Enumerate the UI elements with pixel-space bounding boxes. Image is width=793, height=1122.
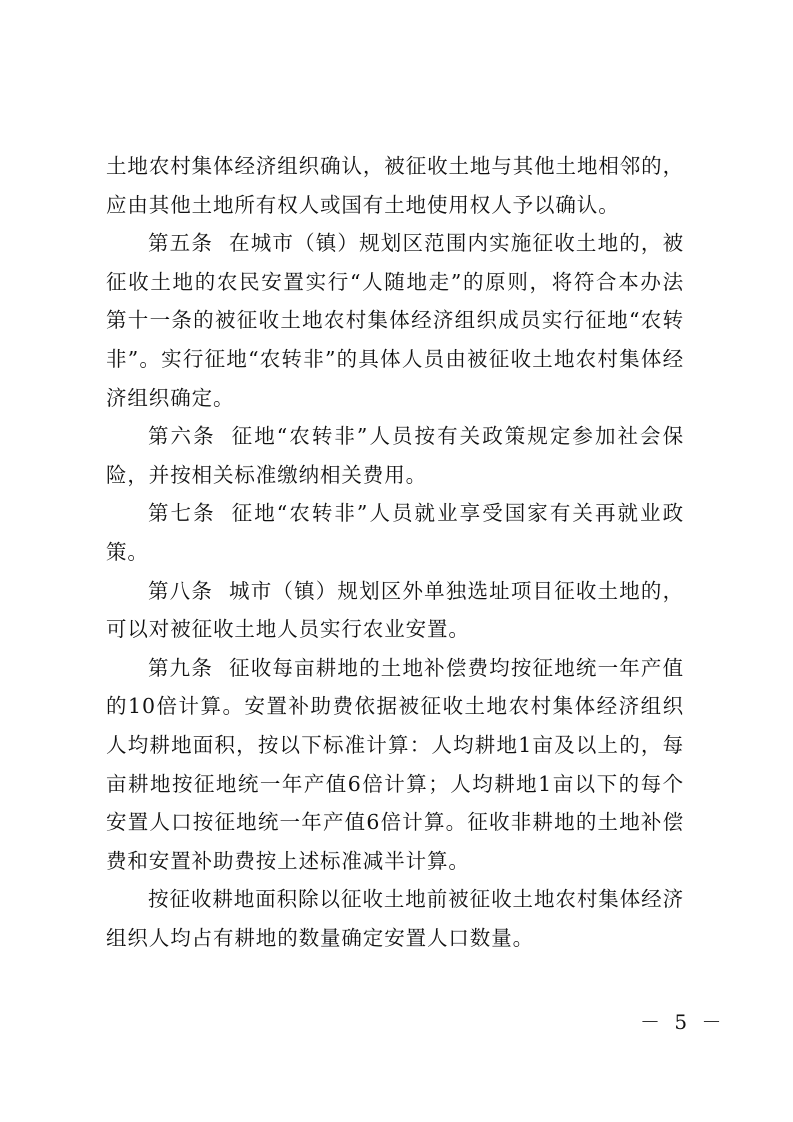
paragraph-continuation: [106, 147, 684, 224]
paragraph-text: 征地“农转非”人员就业享受国家有关再就业政策。: [106, 501, 685, 564]
article-number: 第五条: [148, 231, 214, 256]
body-text: [106, 147, 684, 957]
paragraph-text: 城市（镇）规划区外单独选址项目征收土地的，可以对被征收土地人员实行农业安置。: [106, 578, 685, 642]
paragraph-article-8: [106, 572, 684, 649]
paragraph-text: 按征收耕地面积除以征收土地前被征收土地农村集体经济组织人均占有耕地的数量确定安置人口数量。: [106, 887, 684, 950]
paragraph-text: 土地农村集体经济组织确认，被征收土地与其他土地相邻的，应由其他土地所有权人或国有土地使用权人予以确认。: [106, 154, 684, 217]
article-number: 第六条: [148, 424, 216, 449]
paragraph-text: 征收每亩耕地的土地补偿费均按征地统一年产值的10倍计算。安置补助费依据被征收土地农村集体经济组织人均耕地面积，按以下标准计算：人均耕地1亩及以上的，每亩耕地按征地统一年产值6倍计算；人均耕地1亩以下的每个安置人口按征地统一年产值6倍计算。征收非耕地的土地补偿费和安置补助费按上述标准减半计算。: [106, 655, 685, 873]
article-number: 第九条: [148, 655, 214, 680]
paragraph-article-6: [106, 417, 684, 494]
page-number: － 5 －: [640, 1010, 726, 1034]
paragraph-article-5: [106, 224, 684, 417]
paragraph-article-9-continued: [106, 880, 684, 957]
article-number: 第八条: [148, 578, 214, 603]
paragraph-text: 在城市（镇）规划区范围内实施征收土地的，被征收土地的农民安置实行“人随地走”的原则，将符合本办法第十一条的被征收土地农村集体经济组织成员实行征地“农转非”。实行征地“农转非”的具体人员由被征收土地农村集体经济组织确定。: [106, 231, 685, 410]
paragraph-text: 征地“农转非”人员按有关政策规定参加社会保险，并按相关标准缴纳相关费用。: [106, 424, 685, 487]
paragraph-article-9: [106, 649, 684, 881]
paragraph-article-7: [106, 494, 684, 571]
article-number: 第七条: [148, 501, 216, 526]
